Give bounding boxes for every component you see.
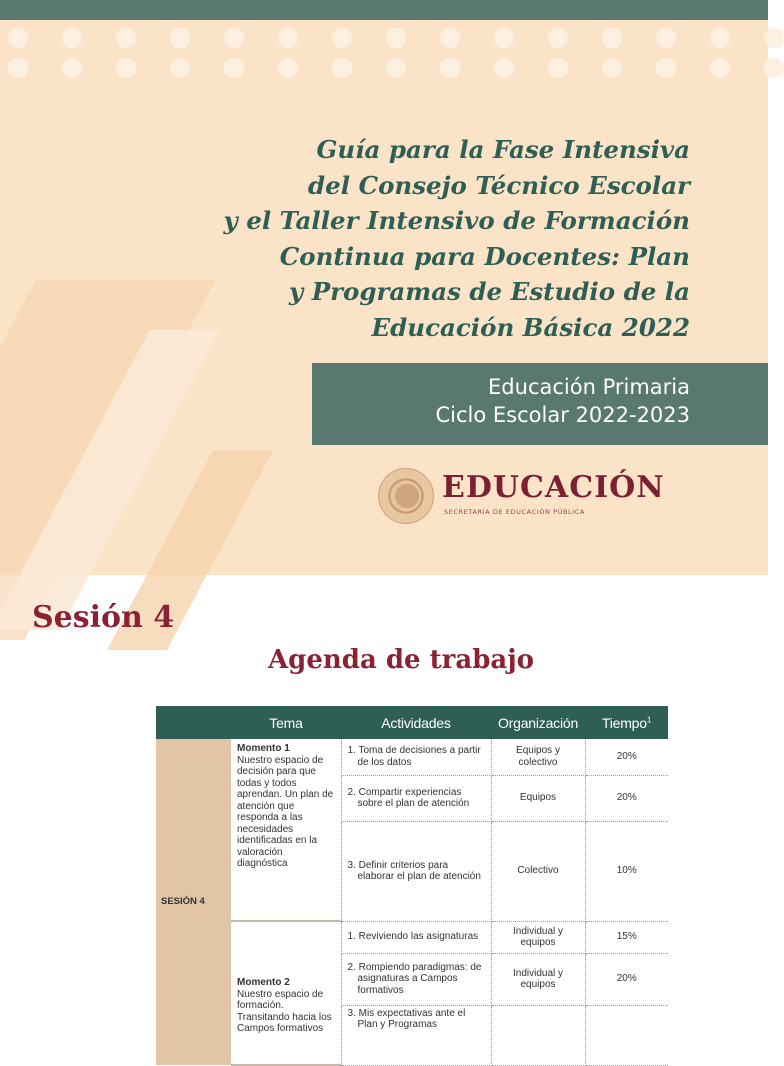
time-cell: 20% — [585, 739, 668, 775]
cover-title-line: Educación Básica 2022 — [371, 312, 690, 342]
dot-decoration — [332, 28, 352, 48]
moment-description: Nuestro espacio de decisión para que todas y todos aprendan. Un plan de atención que responda a las necesidades identificadas en la valoración diagnóstica — [237, 754, 334, 869]
dot-decoration — [602, 28, 622, 48]
dot-decoration — [602, 58, 622, 78]
dot-decoration — [116, 28, 136, 48]
organization-cell: Equipos y colectivo — [491, 739, 585, 775]
cover-title-line: Continua para Docentes: Plan — [279, 241, 690, 271]
dot-decoration — [62, 58, 82, 78]
table-header-row — [156, 706, 668, 739]
activity-text: 1. Toma de decisiones a partir de los datos — [347, 745, 481, 768]
cover-top-bar — [0, 0, 768, 20]
activity-cell — [341, 821, 491, 921]
activity-cell — [341, 775, 491, 821]
dot-decoration — [548, 28, 568, 48]
time-cell: 15% — [585, 921, 668, 953]
organization-cell: Individual y equipos — [491, 953, 585, 1005]
agenda-table — [156, 706, 668, 1035]
dot-decoration — [440, 28, 460, 48]
dot-decoration — [170, 58, 190, 78]
moment-description: Nuestro espacio de formación. Transitando hacia los Campos formativos — [237, 988, 332, 1035]
header-tema: Tema — [231, 706, 341, 739]
sep-logo — [378, 466, 698, 526]
organization-cell: Individual y equipos — [491, 921, 585, 953]
logo-wordmark: EDUCACIÓN — [442, 470, 665, 505]
dot-decoration — [224, 58, 244, 78]
moment-title: Momento 1 — [237, 743, 290, 754]
cover-title-line: Guía para la Fase Intensiva — [316, 135, 690, 164]
activity-cell — [341, 953, 491, 1005]
activity-text: 3. Mis expectativas ante el Plan y Programas — [347, 1007, 466, 1030]
dot-decoration — [764, 58, 784, 78]
dot-decoration — [116, 58, 136, 78]
agenda-title: Agenda de trabajo — [268, 645, 534, 675]
dot-decoration — [656, 28, 676, 48]
session-label: SESIÓN 4 — [156, 739, 231, 1065]
header-blank — [156, 706, 231, 739]
organization-cell — [491, 1005, 585, 1065]
activity-text: 1. Reviviendo las asignaturas — [347, 931, 479, 943]
dot-decoration — [62, 28, 82, 48]
dot-decoration — [548, 58, 568, 78]
national-seal-icon — [378, 468, 434, 524]
dot-decoration — [710, 58, 730, 78]
dot-decoration — [8, 28, 28, 48]
moment-title: Momento 2 — [237, 977, 290, 989]
table-row — [156, 921, 668, 953]
dot-decoration — [224, 28, 244, 48]
header-organizacion: Organización — [491, 706, 585, 739]
session-title: Sesión 4 — [32, 600, 175, 635]
school-cycle: Ciclo Escolar 2022-2023 — [435, 403, 690, 427]
dot-decoration — [278, 28, 298, 48]
moment-cell — [231, 739, 341, 921]
dot-pattern — [0, 28, 768, 88]
dot-decoration — [710, 28, 730, 48]
activity-cell — [341, 1005, 491, 1065]
dot-decoration — [278, 58, 298, 78]
activity-cell — [341, 921, 491, 953]
cover-title-line: del Consejo Técnico Escolar — [308, 170, 690, 200]
table-row — [156, 739, 668, 775]
footnote-marker: 1 — [646, 714, 652, 724]
time-cell: 20% — [585, 775, 668, 821]
dot-decoration — [494, 28, 514, 48]
activity-cell — [341, 739, 491, 775]
header-actividades: Actividades — [341, 706, 491, 739]
time-cell: 20% — [585, 953, 668, 1005]
time-cell: 10% — [585, 821, 668, 921]
dot-decoration — [332, 58, 352, 78]
header-tiempo — [585, 706, 668, 739]
dot-decoration — [494, 58, 514, 78]
dot-decoration — [386, 58, 406, 78]
dot-decoration — [656, 58, 676, 78]
time-cell — [585, 1005, 668, 1065]
dot-decoration — [440, 58, 460, 78]
organization-cell: Equipos — [491, 775, 585, 821]
activity-text: 2. Compartir experiencias sobre el plan de atención — [347, 786, 470, 809]
activity-text: 3. Definir criterios para elaborar el plan de atención — [347, 859, 481, 882]
cover-title — [50, 132, 690, 345]
logo-subtitle: SECRETARÍA DE EDUCACIÓN PÚBLICA — [444, 508, 585, 516]
education-level: Educación Primaria — [488, 375, 690, 399]
dot-decoration — [764, 28, 784, 48]
dot-decoration — [8, 58, 28, 78]
header-tiempo-label: Tiempo — [601, 714, 647, 731]
education-level-band — [312, 363, 768, 445]
dot-decoration — [170, 28, 190, 48]
dot-decoration — [386, 28, 406, 48]
organization-cell: Colectivo — [491, 821, 585, 921]
cover-title-line: y Programas de Estudio de la — [288, 277, 690, 306]
cover-title-line: y el Taller Intensivo de Formación — [223, 206, 690, 235]
moment-cell — [231, 921, 341, 1065]
activity-text: 2. Rompiendo paradigmas: de asignaturas a Campos formativos — [347, 961, 482, 996]
